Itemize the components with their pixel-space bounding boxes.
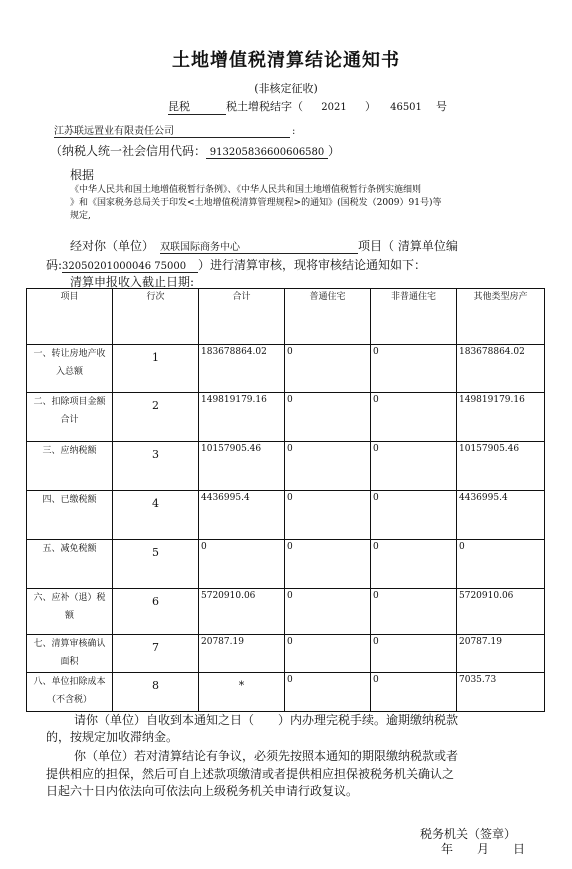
signature-label: 税务机关（签章） — [420, 827, 517, 841]
taxpayer-name: 江苏联远置业有限责任公司 — [54, 122, 290, 138]
cell-total: 10157905.46 — [201, 444, 262, 454]
date-label: 年 月 日 — [441, 842, 526, 856]
row-number: 1 — [152, 351, 159, 364]
table-row — [27, 393, 545, 442]
row-number: 5 — [152, 546, 159, 559]
doc-close-paren: ） — [365, 100, 376, 113]
row-label: 八、单位扣除成本（不含税） — [33, 677, 106, 705]
project-name: 双联国际商务中心 — [160, 238, 358, 254]
row-label: 三、应纳税额 — [42, 446, 97, 456]
row-label: 七、清算审核确认面积 — [33, 639, 106, 667]
cell-total: 149819179.16 — [201, 395, 267, 405]
cell-total: 0 — [201, 542, 207, 552]
credit-code-close: ） — [328, 144, 341, 158]
basis-line-1: 《中华人民共和国土地增值税暂行条例》、《中华人民共和国土地增值税暂行条例实施细则 — [70, 185, 422, 195]
row-number: 8 — [152, 679, 159, 692]
cell-nonordinary: 0 — [373, 675, 379, 685]
doc-suffix: 号 — [436, 100, 447, 113]
table-row — [27, 491, 545, 540]
cell-total: * — [238, 679, 245, 692]
header-other: 其他类型房产 — [457, 289, 545, 345]
table-row — [27, 442, 545, 491]
header-nonordinary: 非普通住宅 — [371, 289, 457, 345]
cell-nonordinary: 0 — [373, 395, 379, 405]
row-number: 4 — [152, 497, 159, 510]
cell-other: 7035.73 — [459, 675, 497, 685]
cell-other: 0 — [459, 542, 465, 552]
code-suffix: ）进行清算审核，现将审核结论通知如下： — [198, 258, 427, 272]
document-subtitle: (非核定征收) — [254, 82, 318, 95]
code-prefix: 码: — [46, 258, 63, 272]
taxpayer-colon: : — [292, 126, 296, 137]
cell-ordinary: 0 — [287, 493, 293, 503]
row-label: 五、减免税额 — [42, 544, 97, 554]
deadline-label: 清算申报收入截止日期: — [70, 275, 195, 289]
table-header-row — [27, 289, 545, 345]
basis-line-3: 规定, — [70, 211, 91, 221]
header-total: 合计 — [199, 289, 285, 345]
cell-total: 4436995.4 — [201, 493, 250, 503]
header-row-no: 行次 — [113, 289, 199, 345]
project-suffix: 项目（ 清算单位编 — [358, 239, 458, 253]
cell-total: 5720910.06 — [201, 591, 256, 601]
settlement-table — [26, 288, 545, 712]
notice-2-line-3: 日起六十日内依法向可依法向上级税务机关申请行政复议。 — [46, 784, 359, 798]
doc-office: 昆税 — [168, 98, 226, 115]
doc-number: 46501 — [390, 102, 422, 113]
doc-type: 税土增税结字（ — [226, 100, 303, 113]
table-row — [27, 589, 545, 635]
cell-nonordinary: 0 — [373, 347, 379, 357]
document-number — [168, 98, 468, 115]
row-number: 6 — [152, 595, 159, 608]
settlement-code: 32050201000046 75000 — [62, 261, 198, 273]
cell-ordinary: 0 — [287, 675, 293, 685]
cell-other: 20787.19 — [459, 637, 502, 647]
cell-other: 4436995.4 — [459, 493, 508, 503]
table-row — [27, 540, 545, 589]
doc-year: 2021 — [321, 102, 347, 113]
audit-prefix: 经对你（单位） — [70, 239, 155, 253]
credit-code-label: （纳税人统一社会信用代码： — [50, 144, 207, 158]
notice-2-line-2: 提供相应的担保，然后可自上述款项缴清或者提供相应担保被税务机关确认之 — [46, 767, 455, 781]
cell-ordinary: 0 — [287, 347, 293, 357]
cell-ordinary: 0 — [287, 542, 293, 552]
cell-nonordinary: 0 — [373, 444, 379, 454]
notice-1-line-1: 请你（单位）自收到本通知之日（ ）内办理完税手续。逾期缴纳税款 — [74, 713, 459, 727]
table-row — [27, 635, 545, 673]
cell-nonordinary: 0 — [373, 493, 379, 503]
row-label: 六、应补（退）税额 — [33, 593, 106, 621]
row-label: 二、扣除项目金额合计 — [33, 397, 106, 425]
cell-total: 183678864.02 — [201, 347, 267, 357]
row-number: 2 — [152, 399, 159, 412]
credit-code-value: 913205836600606580 — [206, 147, 328, 159]
cell-ordinary: 0 — [287, 395, 293, 405]
cell-ordinary: 0 — [287, 637, 293, 647]
notice-1-line-2: 的，按规定加收滞纳金。 — [46, 730, 179, 744]
cell-nonordinary: 0 — [373, 591, 379, 601]
row-number: 7 — [152, 641, 159, 654]
table-row — [27, 673, 545, 712]
row-number: 3 — [152, 448, 159, 461]
taxpayer-name-line — [54, 122, 295, 138]
header-ordinary: 普通住宅 — [285, 289, 371, 345]
cell-ordinary: 0 — [287, 591, 293, 601]
header-item: 项目 — [27, 289, 113, 345]
cell-ordinary: 0 — [287, 444, 293, 454]
notice-2-line-1: 你（单位）若对清算结论有争议，必须先按照本通知的期限缴纳税款或者 — [74, 749, 459, 763]
audit-line-1 — [70, 237, 458, 254]
document-title: 土地增值税清算结论通知书 — [172, 50, 400, 71]
row-label: 一、转让房地产收入总额 — [33, 349, 106, 377]
basis-heading: 根据 — [70, 168, 95, 182]
cell-other: 10157905.46 — [459, 444, 520, 454]
cell-other: 5720910.06 — [459, 591, 514, 601]
basis-line-2: 》和《国家税务总局关于印发<土地增值税清算管理规程>的通知》(国税发（2009）91号)等 — [70, 198, 442, 208]
credit-code-line — [50, 142, 340, 159]
cell-other: 149819179.16 — [459, 395, 525, 405]
table-row — [27, 345, 545, 393]
row-label: 四、已缴税额 — [42, 495, 97, 505]
audit-line-2 — [46, 256, 426, 273]
cell-nonordinary: 0 — [373, 637, 379, 647]
cell-other: 183678864.02 — [459, 347, 525, 357]
cell-total: 20787.19 — [201, 637, 244, 647]
cell-nonordinary: 0 — [373, 542, 379, 552]
